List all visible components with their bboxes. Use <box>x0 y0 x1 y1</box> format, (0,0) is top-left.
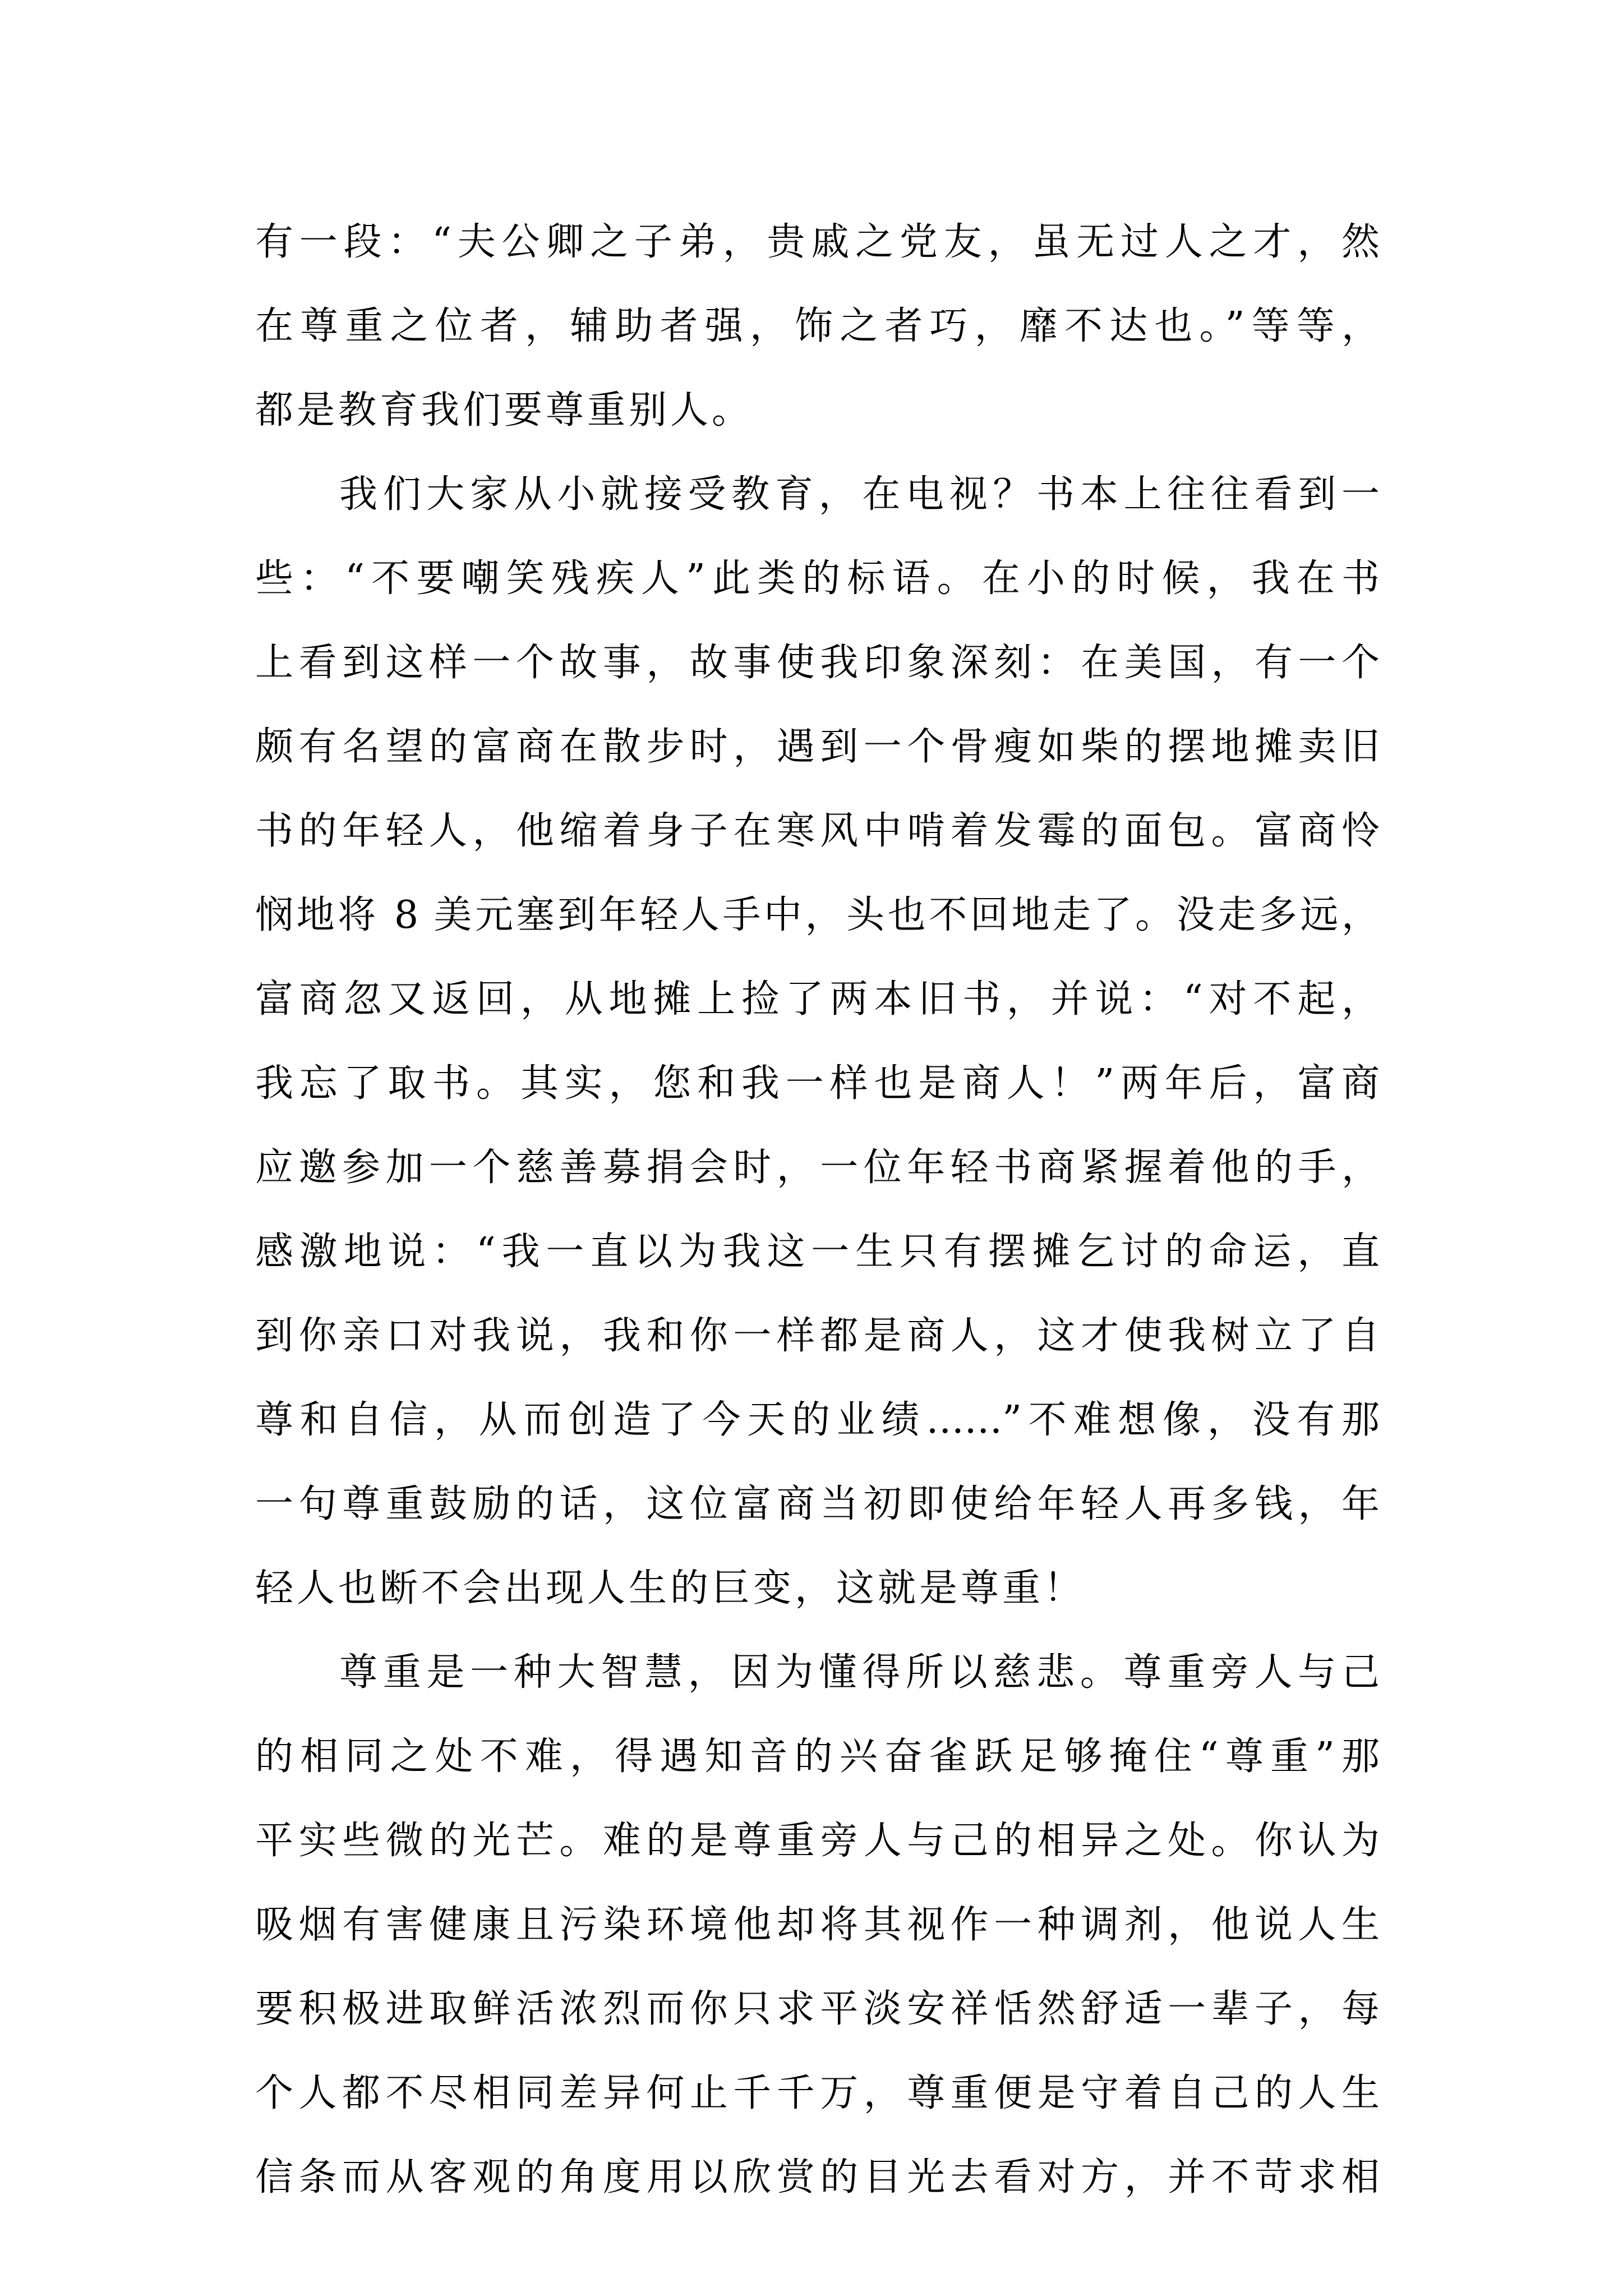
paragraph-first-line: 尊重是一种大智慧，因为懂得所以慈悲。尊重旁人与己 <box>339 1650 1380 1695</box>
text-line: 尊和自信，从而创造了今天的业绩……”不难想像，没有那 <box>255 1398 1380 1442</box>
text-line: 颇有名望的富商在散步时，遇到一个骨瘦如柴的摆地摊卖旧 <box>255 725 1380 769</box>
text-line: 悯地将 8 美元塞到年轻人手中，头也不回地走了。没走多远， <box>255 893 1380 937</box>
text-line: 吸烟有害健康且污染环境他却将其视作一种调剂，他说人生 <box>255 1903 1380 1947</box>
text-line: 都是教育我们要尊重别人。 <box>255 388 754 432</box>
text-line: 上看到这样一个故事，故事使我印象深刻：在美国，有一个 <box>255 641 1380 685</box>
text-line: 应邀参加一个慈善募捐会时，一位年轻书商紧握着他的手， <box>255 1145 1380 1190</box>
text-line: 感激地说：“我一直以为我这一生只有摆摊乞讨的命运，直 <box>255 1230 1380 1274</box>
text-line: 一句尊重鼓励的话，这位富商当初即使给年轻人再多钱，年 <box>255 1482 1380 1526</box>
text-line: 个人都不尽相同差异何止千千万，尊重便是守着自己的人生 <box>255 2071 1380 2115</box>
text-line: 有一段：“夫公卿之子弟，贵戚之党友，虽无过人之才，然 <box>255 220 1380 264</box>
text-line: 在尊重之位者，辅助者强，饰之者巧，靡不达也。”等等， <box>255 304 1380 348</box>
text-line: 要积极进取鲜活浓烈而你只求平淡安祥恬然舒适一辈子，每 <box>255 1987 1380 2031</box>
text-line: 平实些微的光芒。难的是尊重旁人与己的相异之处。你认为 <box>255 1819 1380 1863</box>
text-line: 到你亲口对我说，我和你一样都是商人，这才使我树立了自 <box>255 1314 1380 1358</box>
text-line: 书的年轻人，他缩着身子在寒风中啃着发霉的面包。富商怜 <box>255 809 1380 853</box>
text-line: 些：“不要嘲笑残疾人”此类的标语。在小的时候，我在书 <box>255 556 1380 601</box>
paragraph-first-line: 我们大家从小就接受教育，在电视？书本上往往看到一 <box>339 472 1380 517</box>
text-line: 的相同之处不难，得遇知音的兴奋雀跃足够掩住“尊重”那 <box>255 1734 1380 1779</box>
text-line: 我忘了取书。其实，您和我一样也是商人！”两年后，富商 <box>255 1061 1380 1106</box>
text-line: 富商忽又返回，从地摊上捡了两本旧书，并说：“对不起， <box>255 977 1380 1022</box>
text-line: 信条而从客观的角度用以欣赏的目光去看对方，并不苛求相 <box>255 2155 1380 2200</box>
text-line: 轻人也断不会出现人生的巨变，这就是尊重！ <box>255 1566 1086 1611</box>
